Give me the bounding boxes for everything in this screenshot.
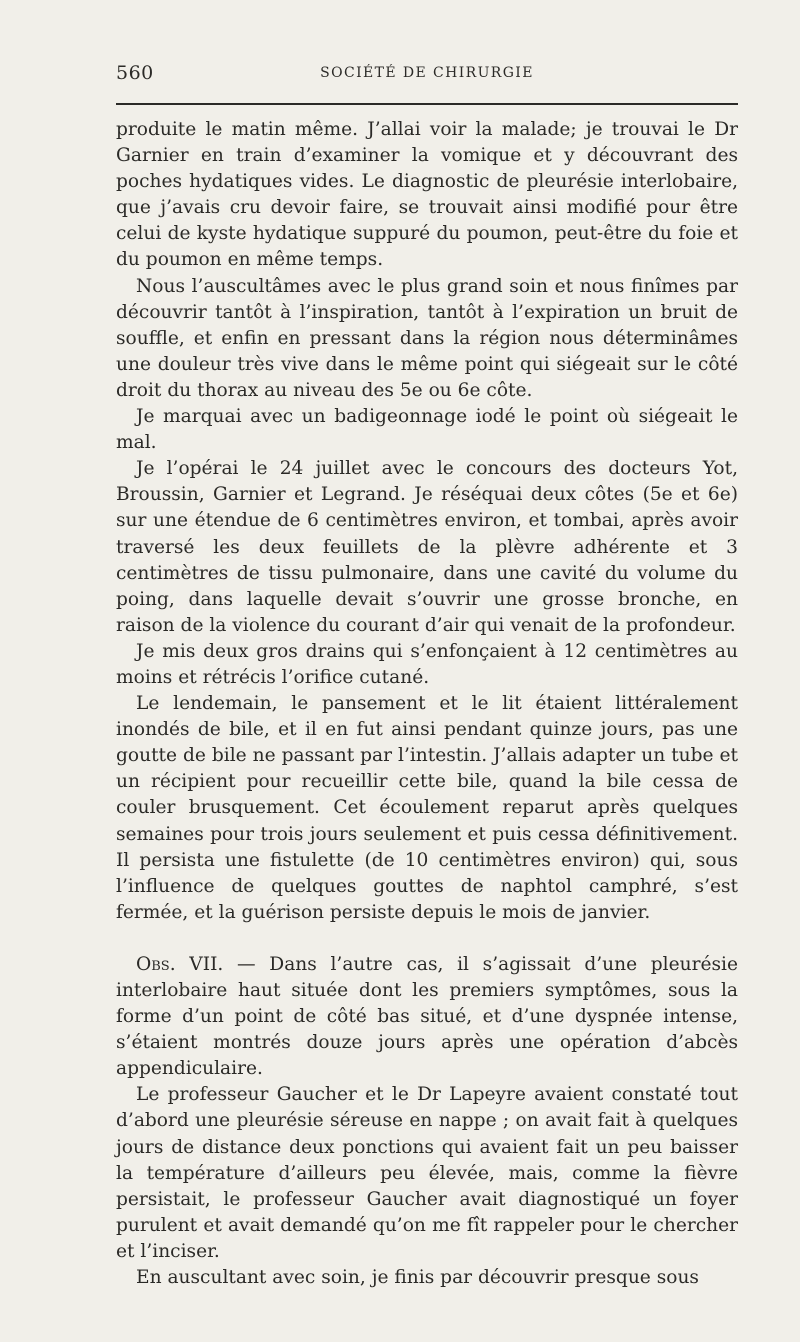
observation-label: Obs. VII. [136,953,224,975]
header-rule [116,103,738,105]
body-text [116,117,738,1291]
paragraph-2: Nous l’auscultâmes avec le plus grand soin et nous finîmes par découvrir tantôt à l’inspiration, tantôt à l’expiration un bruit de souffle, et enfin en pressant dans la région nous déterminâmes une douleur très vive dans le même point qui siégeait sur le côté droit du thorax au niveau des 5e ou 6e côte. [116,275,738,401]
page-number: 560 [116,62,154,84]
observation-text: — Dans l’autre cas, il s’agissait d’une pleurésie interlobaire haut située dont les premiers symptômes, sous la forme d’un point de côté bas situé, et d’une dyspnée intense, s’étaient montrés douze jours après une opération d’abcès appendiculaire. [116,953,738,1080]
paragraph-6: Le lendemain, le pansement et le lit étaient littéralement inondés de bile, et il en fut ainsi pendant quinze jours, pas une goutte de bile ne passant par l’intestin. J’allais adapter un tube et un récipient pour recueillir cette bile, quand la bile cessa de couler brusquement. Cet écoulement reparut après quelques semaines pour trois jours seulement et puis cessa définitivement. Il persista une fistulette (de 10 centimètres environ) qui, sous l’influence de quelques gouttes de naphtol camphré, s’est fermée, et la guérison persiste depuis le mois de janvier. [116,693,738,923]
paragraph-8: Le professeur Gaucher et le Dr Lapeyre avaient constaté tout d’abord une pleurésie séreuse en nappe ; on avait fait à quelques jours de distance deux ponctions qui avaient fait un peu baisser la température d’ailleurs peu élevée, mais, comme la fièvre persistait, le professeur Gaucher avait diagnostiqué un foyer purulent et avait demandé qu’on me fît rappeler pour le chercher et l’inciser. [116,1084,738,1262]
paragraph-5: Je mis deux gros drains qui s’enfonçaient à 12 centimètres au moins et rétrécis l’orifice cutané. [116,640,738,688]
page-header [116,62,738,88]
paragraph-1: produite le matin même. J’allai voir la malade; je trouvai le Dr Garnier en train d’examiner la vomique et y découvrant des poches hydatiques vides. Le diagnostic de pleurésie interlobaire, que j’avais cru devoir faire, se trouvait ainsi modifié pour être celui de kyste hydatique suppuré du poumon, peut-être du foie et du poumon en même temps. [116,119,738,271]
paragraph-4: Je l’opérai le 24 juillet avec le concours des docteurs Yot, Broussin, Garnier et Legrand. Je réséquai deux côtes (5e et 6e) sur une étendue de 6 centimètres environ, et tombai, après avoir traversé les deux feuillets de la plèvre adhérente et 3 centimètres de tissu pulmonaire, dans une cavité du volume du poing, dans laquelle devait s’ouvrir une grosse bronche, en raison de la violence du courant d’air qui venait de la profondeur. [116,458,738,636]
paragraph-3: Je marquai avec un badigeonnage iodé le point où siégeait le mal. [116,406,738,454]
observation-paragraph [116,952,738,1082]
paragraph-9: En auscultant avec soin, je finis par découvrir presque sous [136,1267,699,1289]
running-head: SOCIÉTÉ DE CHIRURGIE [320,65,534,81]
